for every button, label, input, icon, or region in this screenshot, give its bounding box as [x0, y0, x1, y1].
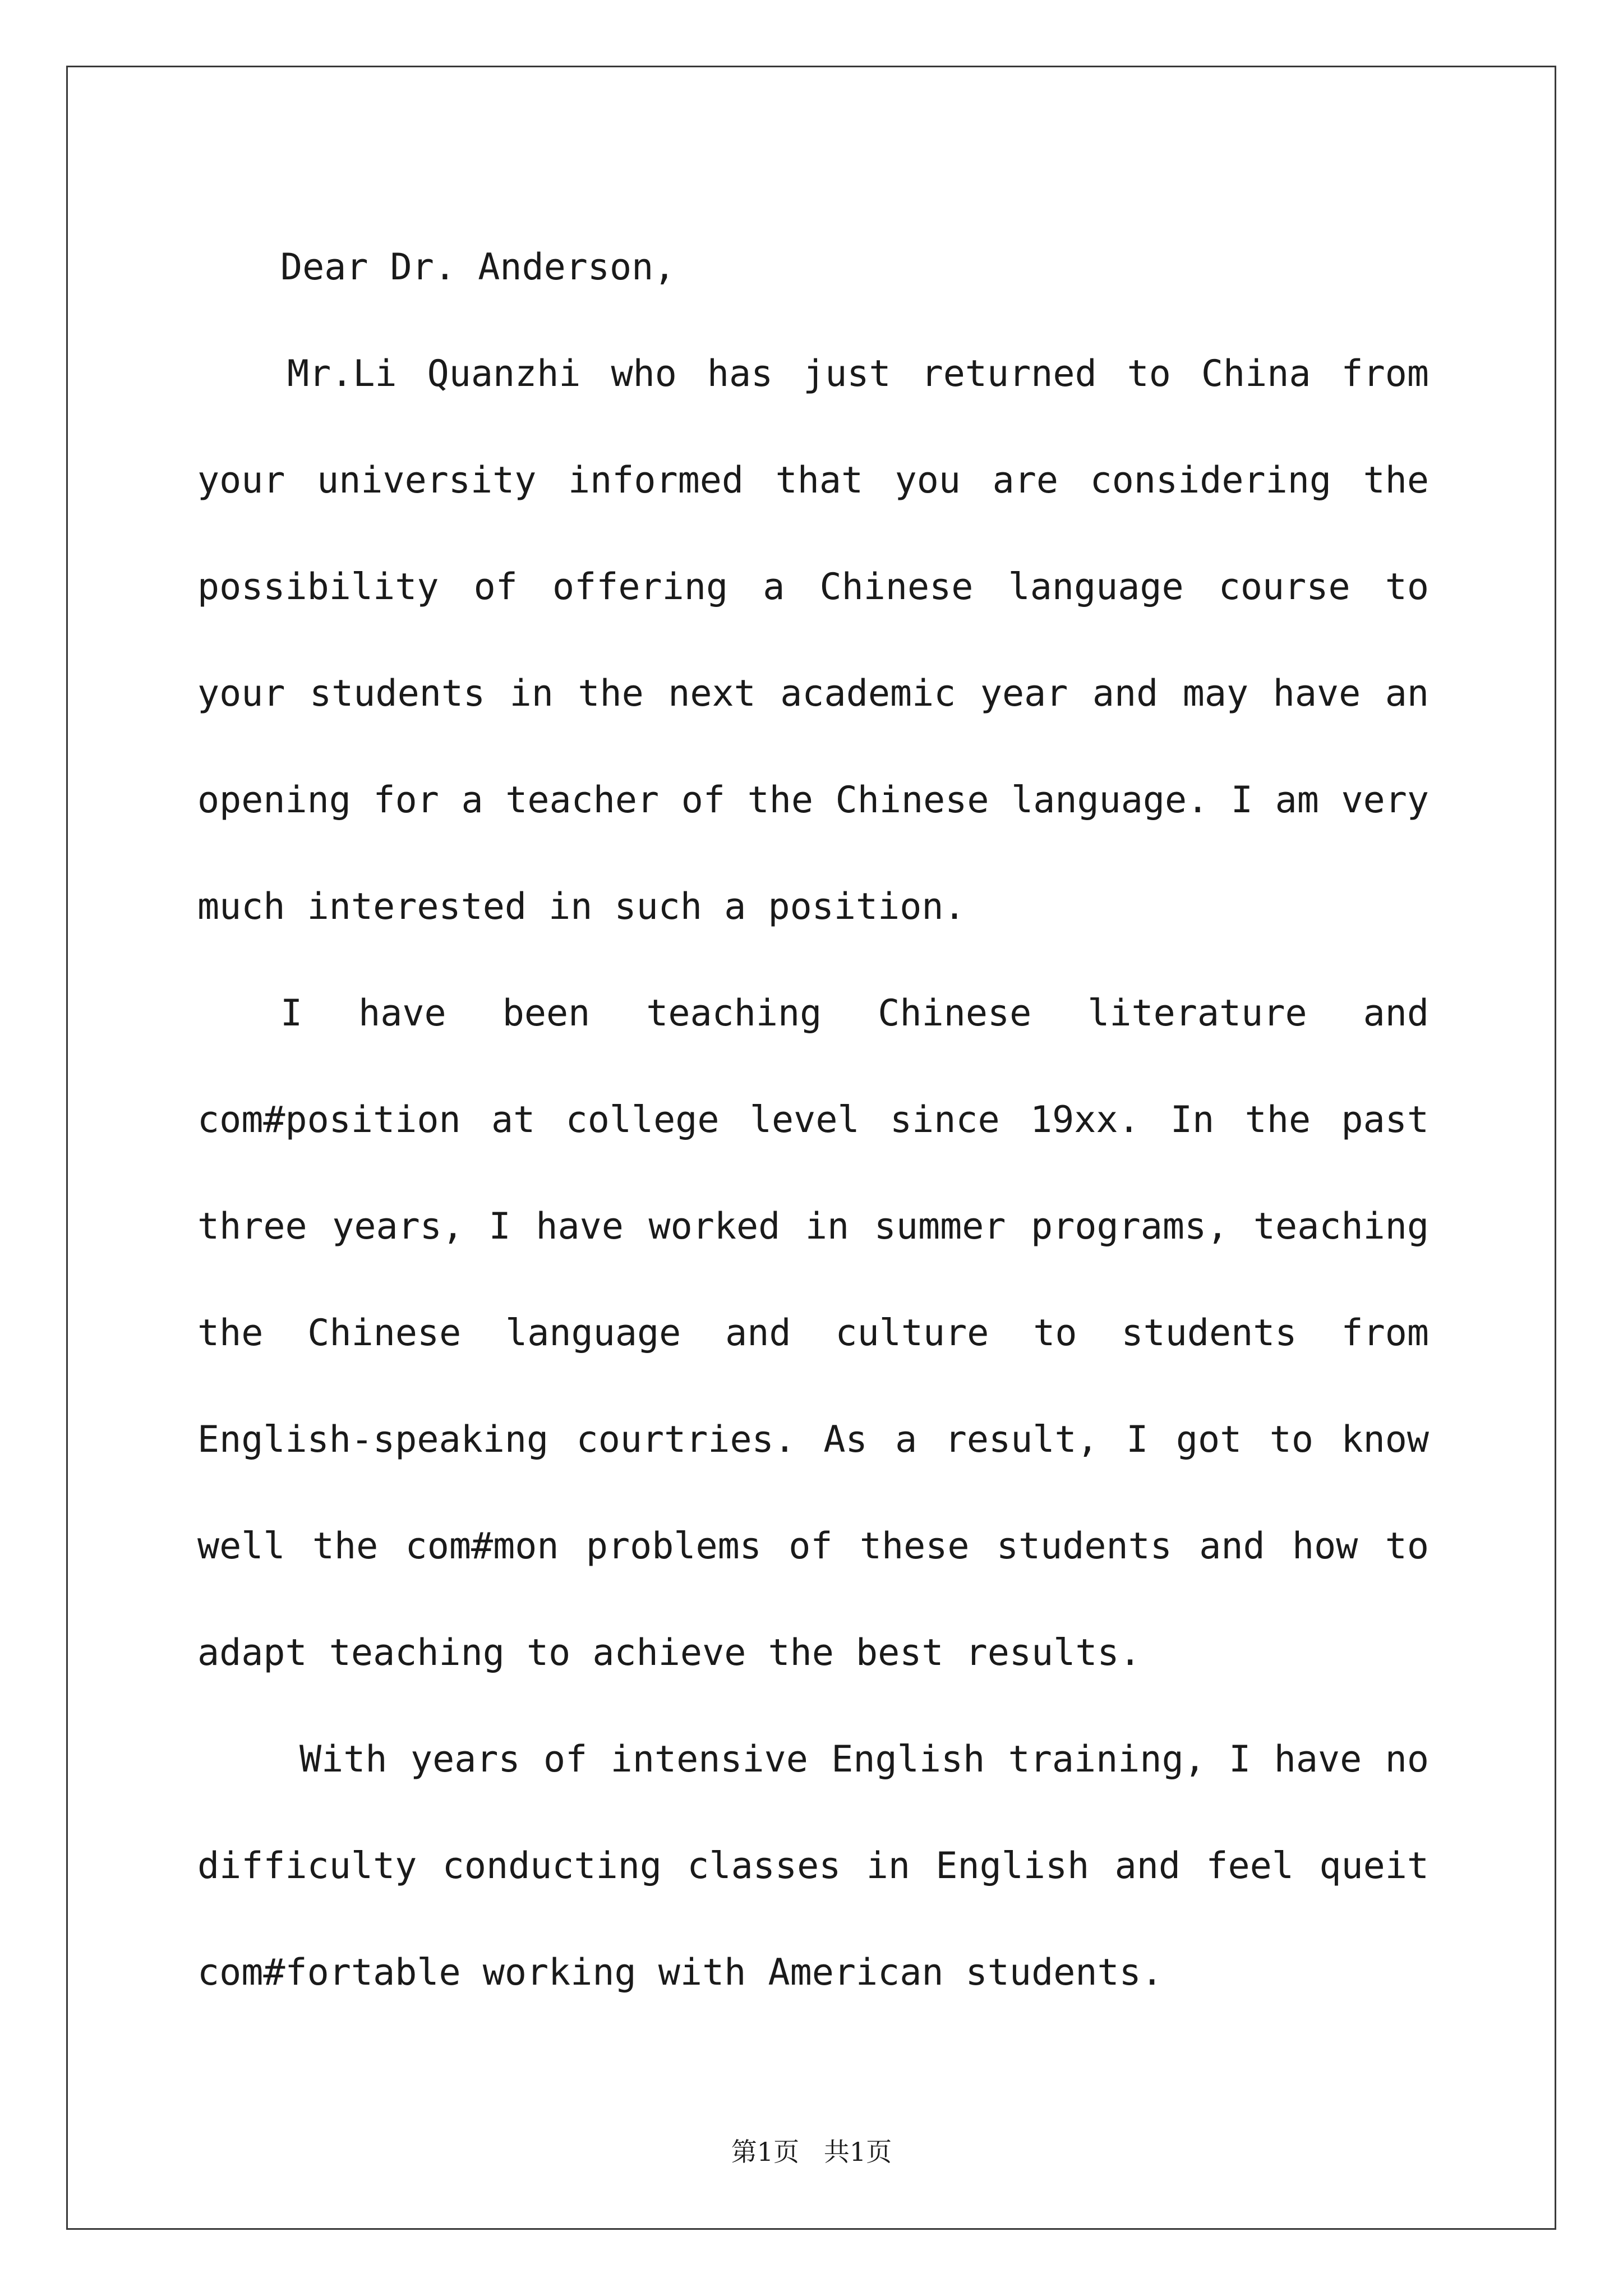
letter-body	[197, 214, 1429, 2026]
paragraph-3: With years of intensive English training, I have no difficulty conducting classes in English and feel queit com#fortable working with American students.	[197, 1738, 1429, 1994]
salutation: Dear Dr. Anderson,	[280, 246, 676, 288]
paragraph-2: I have been teaching Chinese literature and com#position at college level since 19xx. In the past three years, I have worked in summer programs, teaching the Chinese language and culture to students from English-speaking courtries. As a result, I got to know well the com#mon problems of these students and how to adapt teaching to achieve the best results.	[197, 992, 1429, 1674]
page-number-footer: 第1页 共1页	[731, 2137, 892, 2167]
paragraph-1: Mr.Li Quanzhi who has just returned to China from your university informed that you are considering the possibility of offering a Chinese language course to your students in the next academic year and may have an opening for a teacher of the Chinese language. I am very much interested in such a position.	[197, 353, 1429, 928]
